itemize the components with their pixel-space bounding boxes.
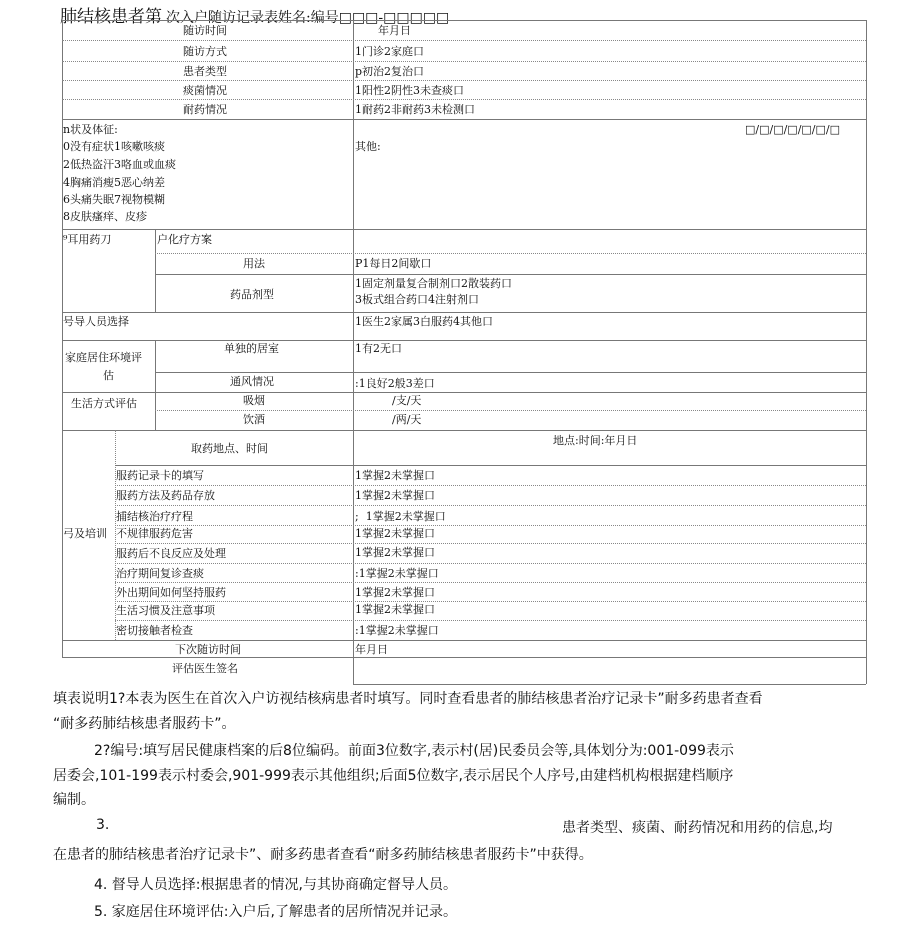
training-item-value: 1掌握2未掌握口	[355, 546, 435, 559]
visit-method-value: 1门诊2家庭口	[355, 45, 424, 58]
visit-method-label: 随访方式	[183, 45, 227, 58]
supervisor-value: 1医生2家属3白服药4其他口	[355, 315, 493, 328]
symptom-line-5: 8皮肤瘙痒、皮疹	[63, 210, 147, 223]
note-3-line-1: 患者类型、痰菌、耐药情况和用药的信息,均	[562, 820, 833, 836]
resistance-label: 耐药情况	[183, 103, 227, 116]
form-value-1: 1固定剂量复合制剂口2散装药口	[355, 277, 512, 290]
doctor-signature-label: 评估医生签名	[172, 662, 238, 675]
training-item-label: 捕结核治疗疗程	[116, 510, 193, 523]
patient-type-label: 患者类型	[183, 65, 227, 78]
symptom-line-3: 4胸痛消瘦5恶心纳差	[63, 176, 165, 189]
pickup-label: 取药地点、时间	[191, 442, 268, 455]
room-label: 单独的居室	[224, 342, 279, 355]
pickup-value: 地点:时间:年月日	[553, 434, 638, 447]
ventilation-label: 通风情况	[230, 375, 274, 388]
note-1-line-1: 填表说明1?本表为医生在首次入户访视结核病患者时填写。同时查看患者的肺结核患者治疗记录卡”耐多药患者查看	[53, 691, 763, 707]
symptom-line-2: 2低热盗汗3咯血或血痰	[63, 158, 176, 171]
training-item-value: :1掌握2未掌握口	[355, 624, 439, 637]
next-visit-label: 下次随访时间	[175, 643, 241, 656]
smoking-value: /支/天	[392, 394, 422, 407]
training-item-value: 1掌握2未掌握口	[355, 527, 435, 540]
symptoms-heading: n状及体征:	[63, 123, 118, 136]
training-item-value: ; 1掌握2未掌握口	[355, 510, 446, 523]
training-item-label: 生活习惯及注意事项	[116, 604, 215, 617]
form-label: 药品剂型	[230, 288, 274, 301]
training-item-value: :1掌握2未掌握口	[355, 567, 439, 580]
room-value: 1有2无口	[355, 342, 402, 355]
note-5: 5. 家庭居住环境评估:入户后,了解患者的居所情况并记录。	[94, 904, 457, 920]
visit-time-label: 随访时间	[183, 24, 227, 37]
sputum-label: 痰菌情况	[183, 84, 227, 97]
symptom-checkboxes[interactable]: □/□/□/□/□/□/□	[745, 123, 840, 136]
note-4: 4. 督导人员选择:根据患者的情况,与其协商确定督导人员。	[94, 877, 457, 893]
lifestyle-label: 生活方式评估	[71, 397, 137, 410]
note-1-line-2: “耐多药肺结核患者服药卡”。	[53, 716, 236, 732]
usage-label: 用法	[243, 257, 265, 270]
training-item-label: 不规律服药危害	[116, 527, 193, 540]
drinking-value: /两/天	[392, 413, 422, 426]
training-item-label: 治疗期间复诊查痰	[116, 567, 204, 580]
chemo-plan-label: 户化疗方案	[157, 233, 212, 246]
visit-time-value: 年月日	[378, 24, 411, 37]
training-label: 弓及培训	[63, 527, 107, 540]
smoking-label: 吸烟	[243, 394, 265, 407]
next-visit-value: 年月日	[355, 643, 388, 656]
training-item-label: 服药记录卡的填写	[116, 469, 204, 482]
drinking-label: 饮酒	[243, 413, 265, 426]
training-item-value: 1掌握2未掌握口	[355, 489, 435, 502]
title-part-2: 次入户随访记录表姓名:	[166, 10, 311, 26]
medication-label: ⁹耳用药刀	[63, 233, 112, 246]
symptom-other: 其他:	[355, 140, 381, 153]
title-part-1: 肺结核患者第	[60, 7, 162, 27]
note-2-line-1: 2?编号:填写居民健康档案的后8位编码。前面3位数字,表示村(居)民委员会等,具体划分为:001-099表示	[94, 743, 734, 759]
training-item-label: 服药方法及药品存放	[116, 489, 215, 502]
home-label-1: 家庭居住环境评	[65, 351, 142, 364]
symptom-line-1: 0没有症状1咳嗽咳痰	[63, 140, 165, 153]
training-item-value: 1掌握2未掌握口	[355, 586, 435, 599]
form-value-2: 3板式组合药口4注射剂口	[355, 293, 479, 306]
home-label-2: 估	[103, 369, 114, 382]
patient-type-value: p初治2复治口	[355, 65, 425, 78]
ventilation-value: :1良好2般3差口	[355, 377, 435, 390]
training-item-label: 服药后不良反应及处理	[116, 547, 226, 560]
symptom-line-4: 6头痛失眠7视物模糊	[63, 193, 165, 206]
sputum-value: 1阳性2阴性3未查痰口	[355, 84, 464, 97]
training-item-value: 1掌握2未掌握口	[355, 603, 435, 616]
training-item-label: 密切接触者检查	[116, 624, 193, 637]
note-3-number: 3.	[96, 817, 110, 833]
note-2-line-3: 编制。	[53, 792, 95, 808]
training-item-label: 外出期间如何坚持服药	[116, 586, 226, 599]
resistance-value: 1耐药2非耐药3未检测口	[355, 103, 475, 116]
usage-value: P1每日2间歇口	[355, 257, 432, 270]
supervisor-label: 号导人员选择	[63, 315, 129, 328]
title-part-3: 编号□□□-□□□□□	[310, 10, 450, 26]
training-item-value: 1掌握2未掌握口	[355, 469, 435, 482]
note-3-line-2: 在患者的肺结核患者治疗记录卡”、耐多药患者查看“耐多药肺结核患者服药卡”中获得。	[53, 847, 593, 863]
note-2-line-2: 居委会,101-199表示村委会,901-999表示其他组织;后面5位数字,表示居民个人序号,由建档机构根据建档顺序	[53, 768, 734, 784]
